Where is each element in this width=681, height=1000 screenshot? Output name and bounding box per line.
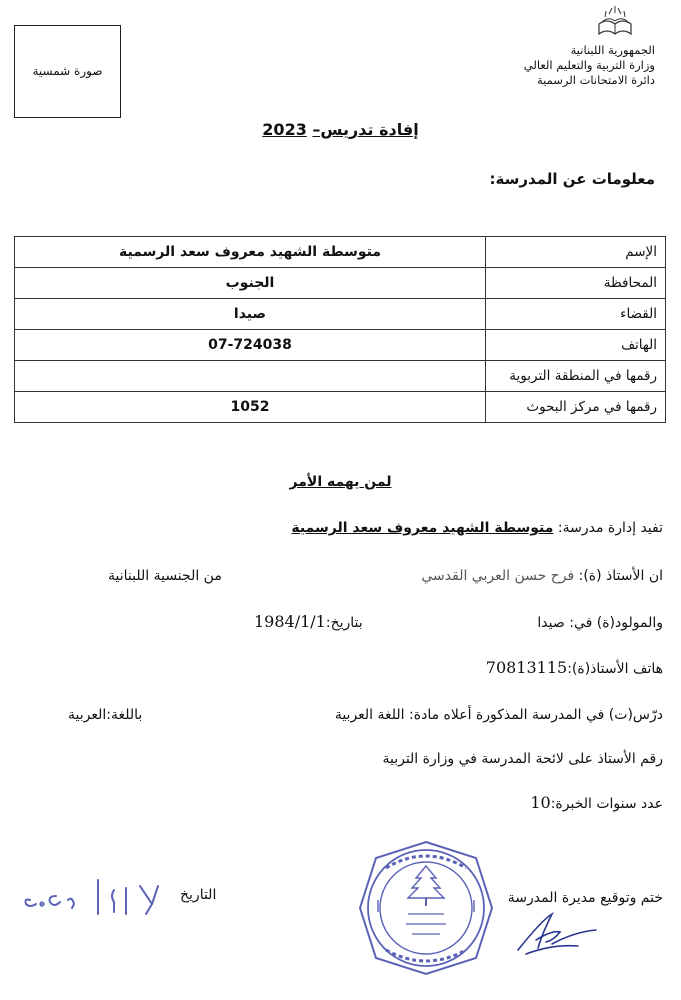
table-row <box>15 268 666 299</box>
intro-label: تفيد إدارة مدرسة: <box>557 520 663 536</box>
teacher-label: ان الأستاذ (ة): <box>578 568 663 584</box>
row-label-phone: الهاتف <box>486 330 666 361</box>
school-info-table <box>14 236 666 423</box>
row-value-phone: 07-724038 <box>15 330 486 361</box>
language-line <box>68 707 142 723</box>
taught-line <box>335 707 663 723</box>
table-row <box>15 330 666 361</box>
table-row <box>15 361 666 392</box>
school-info-heading: معلومات عن المدرسة: <box>489 170 655 188</box>
table-row <box>15 237 666 268</box>
subject-value: اللغة العربية <box>334 707 405 723</box>
born-place: صيدا <box>537 615 565 631</box>
title-text: إفادة تدريس– <box>312 120 419 139</box>
register-line: رقم الأستاذ على لائحة المدرسة في وزارة التربية <box>382 751 663 767</box>
teacher-phone-line <box>486 658 663 677</box>
row-value-governorate: الجنوب <box>15 268 486 299</box>
row-value-district: صيدا <box>15 299 486 330</box>
birth-date-line <box>254 612 363 631</box>
teacher-phone-label: هاتف الأستاذ(ة): <box>567 661 663 677</box>
photo-label: صورة شمسية <box>32 64 103 78</box>
date-label: التاريخ <box>180 887 217 903</box>
ministry-header <box>524 43 655 88</box>
to-whom-heading <box>0 474 681 490</box>
teacher-name: فرح حسن العربي القدسي <box>421 568 575 584</box>
document-title <box>0 120 681 139</box>
signature-icon <box>512 900 600 960</box>
statement-school-name: متوسطة الشهيد معروف سعد الرسمية <box>291 520 554 536</box>
language-value: العربية <box>68 707 107 723</box>
statement-school-line <box>291 520 663 536</box>
language-label: باللغة: <box>106 707 143 723</box>
handwritten-date-icon <box>18 874 166 922</box>
teacher-phone-value: 70813115 <box>485 658 568 677</box>
nationality: من الجنسية اللبنانية <box>108 568 222 584</box>
seal-signature-label: ختم وتوقيع مديرة المدرسة <box>507 890 663 906</box>
row-label-name: الإسم <box>486 237 666 268</box>
born-line <box>537 615 663 631</box>
experience-label: عدد سنوات الخبرة: <box>550 796 663 812</box>
title-year: 2023 <box>262 120 307 139</box>
ministry-line-department: دائرة الامتحانات الرسمية <box>536 73 655 87</box>
row-label-research-number: رقمها في مركز البحوث <box>486 392 666 423</box>
row-value-name: متوسطة الشهيد معروف سعد الرسمية <box>15 237 486 268</box>
book-logo-icon <box>596 4 634 38</box>
birth-date-value: 1984/1/1 <box>254 612 326 631</box>
row-label-district: القضاء <box>486 299 666 330</box>
born-label: والمولود(ة) في: <box>569 615 663 631</box>
taught-label: درّس(ت) في المدرسة المذكورة أعلاه مادة: <box>409 707 663 723</box>
school-stamp-icon <box>356 838 496 978</box>
row-label-governorate: المحافظة <box>486 268 666 299</box>
table-row <box>15 392 666 423</box>
teacher-line <box>421 568 663 584</box>
photo-box <box>14 25 121 118</box>
experience-value: 10 <box>530 793 551 812</box>
row-label-region-number: رقمها في المنطقة التربوية <box>486 361 666 392</box>
table-row <box>15 299 666 330</box>
to-whom-text: لمن يهمه الأمر <box>289 474 392 490</box>
experience-line <box>530 793 663 812</box>
row-value-region-number <box>15 361 486 392</box>
ministry-line-ministry: وزارة التربية والتعليم العالي <box>523 58 655 72</box>
birth-date-label: بتاريخ: <box>325 615 363 631</box>
ministry-line-republic: الجمهورية اللبنانية <box>570 43 655 57</box>
row-value-research-number: 1052 <box>15 392 486 423</box>
